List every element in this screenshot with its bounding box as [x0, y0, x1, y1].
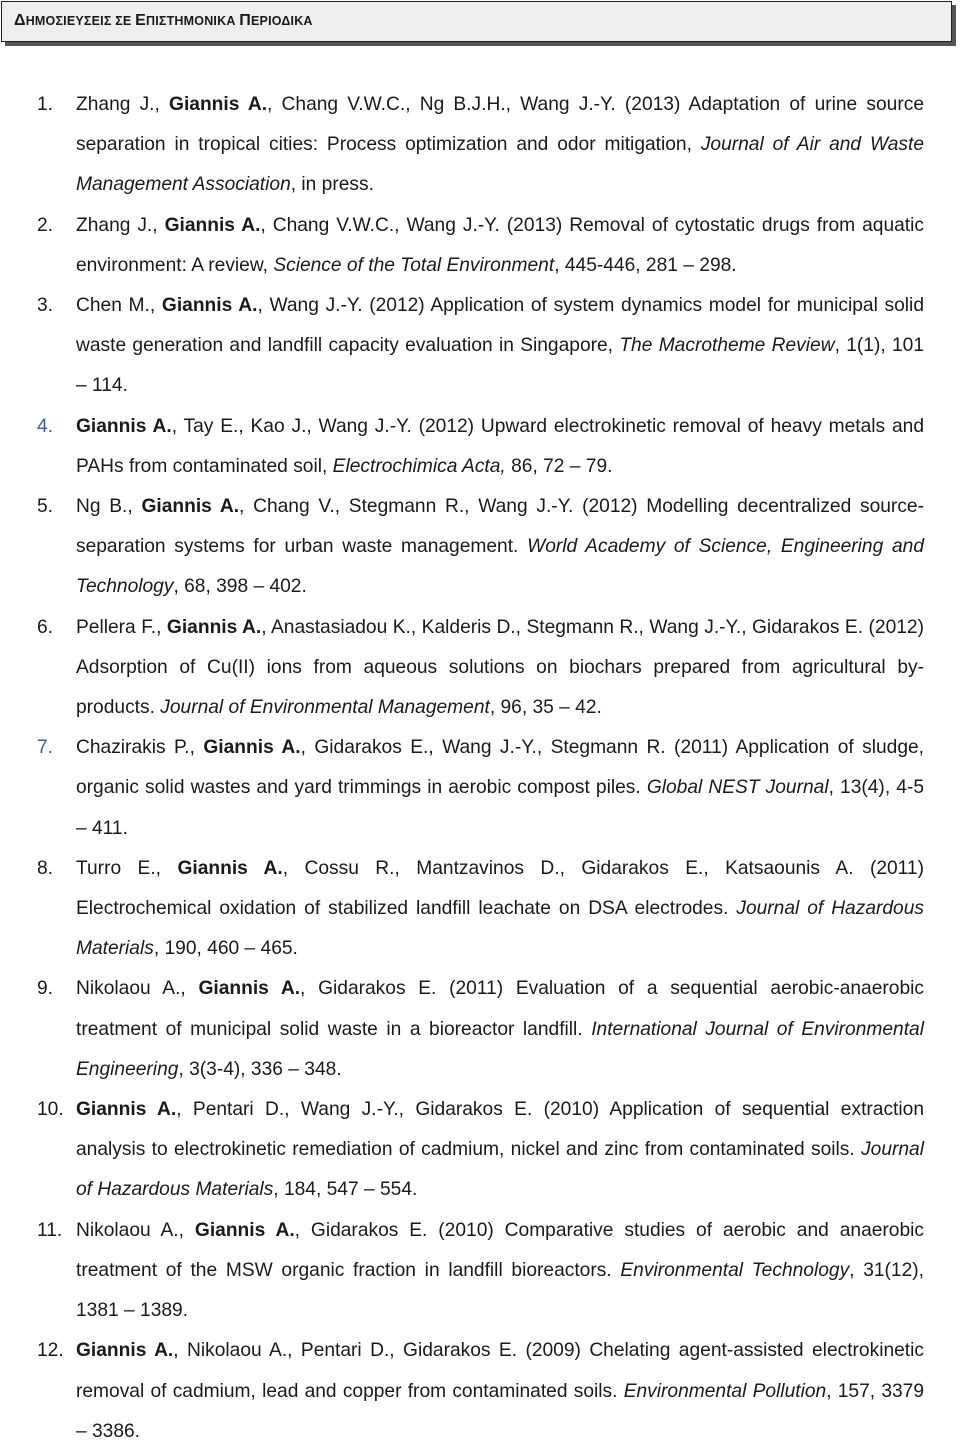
citation-text: , Chang V.W.C., Wang J.-Y. (2013) Removal of cytostatic drugs from aquatic environment: A review, — [76, 214, 924, 276]
citation-text: , 190, 460 – 465. — [153, 938, 298, 960]
journal-title: International Journal of Environmental Engineering — [76, 1018, 924, 1080]
publication-item — [0, 407, 960, 487]
citation-text: , 31(12), 1381 – 1389. — [76, 1259, 924, 1322]
citation-text: , Tay E., Kao J., Wang J.-Y. (2012) Upward electrokinetic removal of heavy metals and PAHs from contaminated soil, — [76, 415, 924, 477]
publication-citation — [76, 286, 924, 407]
publication-citation — [76, 1211, 924, 1332]
title-cap-3: Π — [239, 12, 251, 29]
citation-text: , 3(3-4), 336 – 348. — [178, 1058, 342, 1080]
publication-citation — [76, 206, 924, 286]
publication-citation — [76, 1090, 924, 1211]
title-rest-2: ΠΙΣΤΗΜΟΝΙΚΑ — [146, 14, 240, 28]
journal-title: Global NEST Journal — [646, 777, 829, 799]
publication-number: 10. — [37, 1099, 64, 1121]
publication-citation — [76, 728, 924, 849]
citation-text: , 68, 398 – 402. — [173, 576, 307, 598]
citation-text: Zhang J., — [76, 214, 165, 236]
journal-title: Journal of Environmental Management — [160, 697, 490, 719]
citation-text: Chazirakis P., — [76, 737, 204, 759]
publication-item — [0, 969, 960, 1090]
publication-item — [0, 1211, 960, 1332]
publication-citation — [76, 969, 924, 1090]
author-highlight: Giannis A. — [76, 1340, 174, 1362]
citation-text: , Gidarakos E. (2010) Comparative studies of aerobic and anaerobic treatment of the MSW organic fraction in landfill bioreactors. — [76, 1219, 924, 1281]
author-highlight: Giannis A. — [203, 737, 301, 759]
title-cap-1: Δ — [14, 12, 26, 29]
author-highlight: Giannis A. — [141, 496, 240, 518]
publication-number: 1. — [37, 94, 54, 115]
citation-text: , 96, 35 – 42. — [489, 697, 602, 719]
citation-text: Zhang J., — [76, 94, 170, 115]
journal-title: Environmental Technology — [620, 1259, 850, 1281]
publication-item — [0, 849, 960, 970]
title-rest-1: ΗΜΟΣΙΕΥΣΕΙΣ ΣΕ — [25, 14, 136, 28]
citation-text: , 157, 3379 – 3386. — [76, 1380, 924, 1442]
journal-title: Journal of Hazardous Materials — [76, 1139, 924, 1201]
citation-text: Turro E., — [76, 857, 178, 879]
publication-number: 9. — [37, 978, 54, 1000]
citation-text: , 1(1), 101 – 114. — [76, 335, 924, 397]
publication-citation — [76, 407, 924, 487]
title-cap-2: Ε — [135, 12, 146, 29]
journal-title: Electrochimica Acta, — [332, 455, 506, 477]
journal-title: Journal of Hazardous Materials — [76, 898, 924, 960]
citation-text: , in press. — [290, 174, 374, 196]
author-highlight: Giannis A. — [194, 1219, 295, 1241]
publication-item — [0, 728, 960, 849]
author-highlight: Giannis A. — [76, 1099, 177, 1121]
publication-list — [0, 85, 960, 1452]
section-header-box — [1, 1, 952, 42]
author-highlight: Giannis A. — [76, 415, 172, 437]
journal-title: Environmental Pollution — [623, 1380, 827, 1402]
author-highlight: Giannis A. — [198, 978, 301, 1000]
publication-citation — [76, 849, 924, 970]
journal-title: World Academy of Science, Engineering and Technology — [76, 536, 924, 598]
publication-number: 4. — [37, 415, 54, 437]
citation-text: , Cossu R., Mantzavinos D., Gidarakos E., Katsaounis A. (2011) Electrochemical oxidation of stabilized landfill leachate on DSA electrodes. — [76, 857, 924, 920]
citation-text: , Wang J.-Y. (2012) Application of system dynamics model for municipal solid waste generation and landfill capacity evaluation in Singapore, — [76, 295, 924, 357]
publication-number: 2. — [37, 214, 54, 236]
citation-text: , 184, 547 – 554. — [273, 1179, 418, 1201]
publication-item — [0, 286, 960, 407]
citation-text: , Chang V., Stegmann R., Wang J.-Y. (2012) Modelling decentralized source-separation systems for urban waste management. — [76, 496, 924, 558]
publication-number: 11. — [37, 1219, 63, 1241]
publication-item — [0, 85, 960, 206]
citation-text: Nikolaou A., — [76, 978, 199, 1000]
citation-text: Nikolaou A., — [76, 1219, 195, 1241]
journal-title: The Macrotheme Review — [619, 335, 835, 357]
author-highlight: Giannis A. — [169, 94, 268, 115]
citation-text: 86, 72 – 79. — [505, 455, 613, 477]
publication-item — [0, 487, 960, 608]
citation-text: , Gidarakos E., Wang J.-Y., Stegmann R. (2011) Application of sludge, organic solid wastes and yard trimmings in aerobic compost piles. — [76, 737, 924, 799]
citation-text: , Anastasiadou K., Kalderis D., Stegmann R., Wang J.-Y., Gidarakos E. (2012) Adsorption of Cu(II) ions from aqueous solutions on biochars prepared from agricultural by-products. — [76, 616, 924, 719]
publication-number: 5. — [37, 496, 54, 518]
section-title — [14, 12, 313, 30]
citation-text: Pellera F., — [76, 616, 167, 638]
author-highlight: Giannis A. — [166, 616, 262, 638]
publication-citation — [76, 608, 924, 729]
citation-text: Chen M., — [76, 295, 162, 317]
publication-item — [0, 1331, 960, 1452]
author-highlight: Giannis A. — [177, 857, 283, 879]
citation-text: , Chang V.W.C., Ng B.J.H., Wang J.-Y. (2013) Adaptation of urine source separation in tropical cities: Process optimization and odor mitigation, — [76, 94, 924, 156]
publication-item — [0, 1090, 960, 1211]
citation-text: , 445-446, 281 – 298. — [554, 254, 737, 276]
publication-citation — [76, 487, 924, 608]
title-rest-3: ΕΡΙΟΔΙΚΑ — [251, 14, 313, 28]
publication-item — [0, 608, 960, 729]
author-highlight: Giannis A. — [161, 295, 258, 317]
publication-item — [0, 206, 960, 286]
citation-text: Ng B., — [76, 496, 142, 518]
citation-text: , Gidarakos E. (2011) Evaluation of a sequential aerobic-anaerobic treatment of municipal solid waste in a bioreactor landfill. — [76, 978, 924, 1040]
citation-text: , Pentari D., Wang J.-Y., Gidarakos E. (2010) Application of sequential extraction analysis to electrokinetic remediation of cadmium, nickel and zinc from contaminated soils. — [76, 1099, 924, 1161]
publication-number: 8. — [37, 857, 54, 879]
citation-text: , 13(4), 4-5 – 411. — [76, 777, 924, 839]
publication-citation — [76, 85, 924, 206]
journal-title: Science of the Total Environment — [273, 254, 555, 276]
publication-number: 7. — [37, 737, 54, 759]
journal-title: Journal of Air and Waste Management Association — [76, 134, 924, 196]
publication-number: 12. — [37, 1340, 64, 1362]
publication-number: 6. — [37, 616, 54, 638]
citation-text: , Nikolaou A., Pentari D., Gidarakos E. (2009) Chelating agent-assisted electrokinetic removal of cadmium, lead and copper from contaminated soils. — [76, 1340, 924, 1402]
publication-number: 3. — [37, 295, 54, 317]
publication-citation — [76, 1331, 924, 1452]
author-highlight: Giannis A. — [164, 214, 261, 236]
